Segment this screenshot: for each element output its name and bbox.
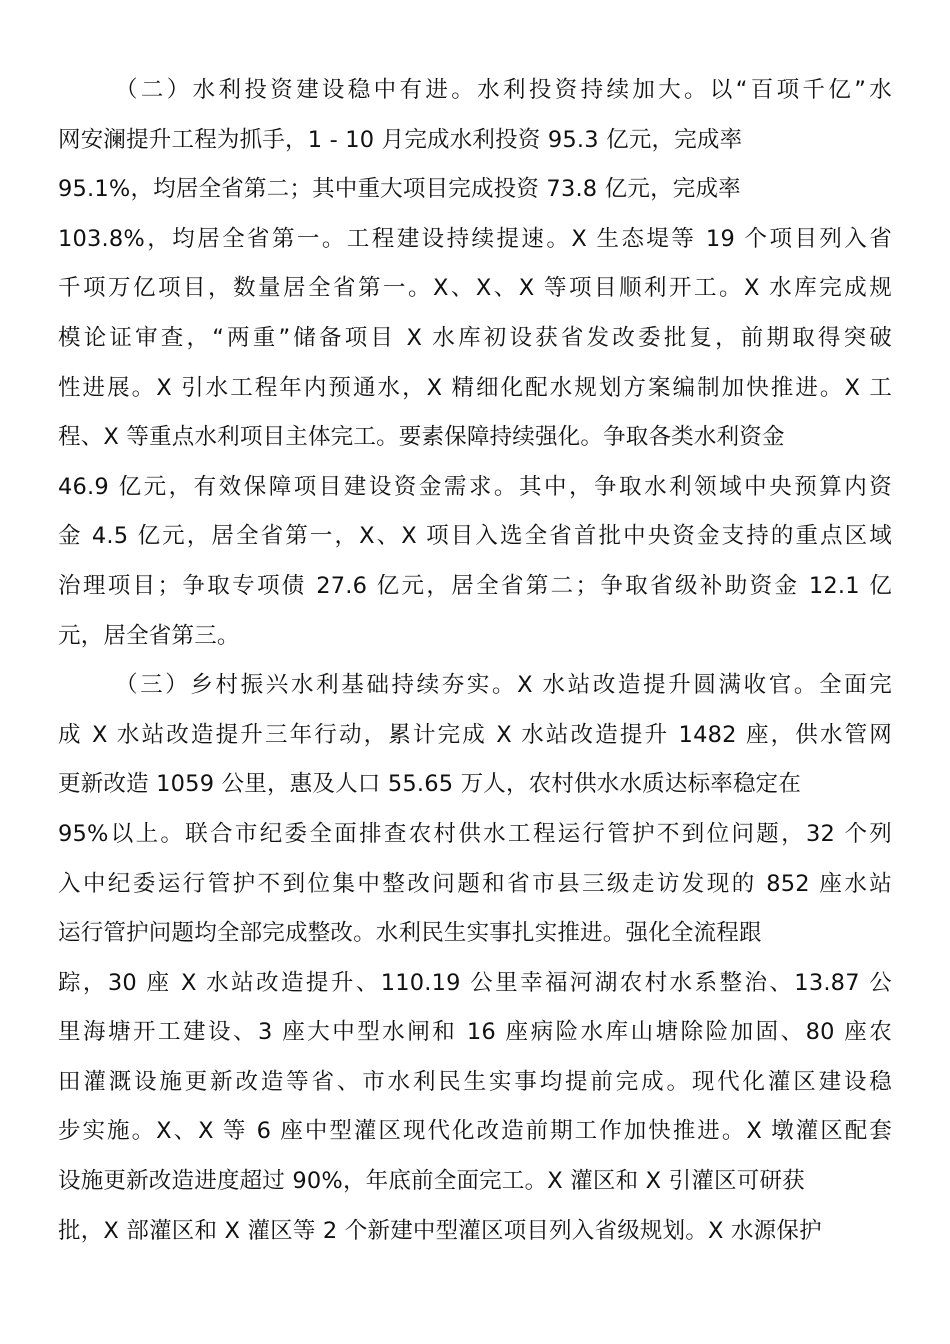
paragraph-line: 成 X 水站改造提升三年行动，累计完成 X 水站改造提升 1482 座，供水管网 (58, 721, 892, 748)
paragraph-line: 95%以上。联合市纪委全面排查农村供水工程运行管护不到位问题，32 个列 (58, 820, 892, 847)
paragraph-line: 入中纪委运行管护不到位集中整改问题和省市县三级走访发现的 852 座水站 (58, 870, 892, 897)
paragraph-section-2 (58, 66, 892, 661)
paragraph-line: 治理项目；争取专项债 27.6 亿元，居全省第二；争取省级补助资金 12.1 亿 (58, 572, 892, 599)
paragraph-line: （二）水利投资建设稳中有进。水利投资持续加大。以“百项千亿”水 (115, 77, 892, 103)
paragraph-line: 元，居全省第三。 (58, 622, 240, 649)
paragraph-line: 批，X 部灌区和 X 灌区等 2 个新建中型灌区项目列入省级规划。X 水源保护 (58, 1217, 822, 1244)
paragraph-line: 运行管护问题均全部完成整改。水利民生实事扎实推进。强化全流程跟 (58, 920, 762, 947)
paragraph-line: （三）乡村振兴水利基础持续夯实。X 水站改造提升圆满收官。全面完 (115, 672, 892, 699)
paragraph-line: 千项万亿项目，数量居全省第一。X、X、X 等项目顺利开工。X 水库完成规 (58, 275, 892, 302)
paragraph-line: 田灌溉设施更新改造等省、市水利民生实事均提前完成。现代化灌区建设稳 (58, 1068, 892, 1095)
paragraph-line: 踪，30 座 X 水站改造提升、110.19 公里幸福河湖农村水系整治、13.87 公 (58, 969, 892, 996)
paragraph-line: 里海塘开工建设、3 座大中型水闸和 16 座病险水库山塘除险加固、80 座农 (58, 1019, 892, 1046)
paragraph-line: 步实施。X、X 等 6 座中型灌区现代化改造前期工作加快推进。X 墩灌区配套 (58, 1118, 892, 1145)
paragraph-line: 性进展。X 引水工程年内预通水，X 精细化配水规划方案编制加快推进。X 工 (58, 374, 892, 401)
paragraph-line: 金 4.5 亿元，居全省第一，X、X 项目入选全省首批中央资金支持的重点区域 (58, 523, 892, 550)
paragraph-line: 95.1%，均居全省第二；其中重大项目完成投资 73.8 亿元，完成率 (58, 176, 741, 203)
paragraph-line: 网安澜提升工程为抓手，1 - 10 月完成水利投资 95.3 亿元，完成率 (58, 126, 743, 153)
paragraph-line: 设施更新改造进度超过 90%，年底前全面完工。X 灌区和 X 引灌区可研获 (58, 1168, 805, 1195)
paragraph-line: 程、X 等重点水利项目主体完工。要素保障持续强化。争取各类水利资金 (58, 424, 785, 451)
document-body (58, 66, 892, 1256)
paragraph-line: 103.8%，均居全省第一。工程建设持续提速。X 生态堤等 19 个项目列入省 (58, 225, 892, 252)
paragraph-section-3 (58, 661, 892, 1256)
paragraph-line: 更新改造 1059 公里，惠及人口 55.65 万人，农村供水水质达标率稳定在 (58, 771, 802, 798)
paragraph-line: 46.9 亿元，有效保障项目建设资金需求。其中，争取水利领域中央预算内资 (58, 473, 892, 500)
paragraph-line: 模论证审查，“两重”储备项目 X 水库初设获省发改委批复，前期取得突破 (58, 324, 892, 351)
